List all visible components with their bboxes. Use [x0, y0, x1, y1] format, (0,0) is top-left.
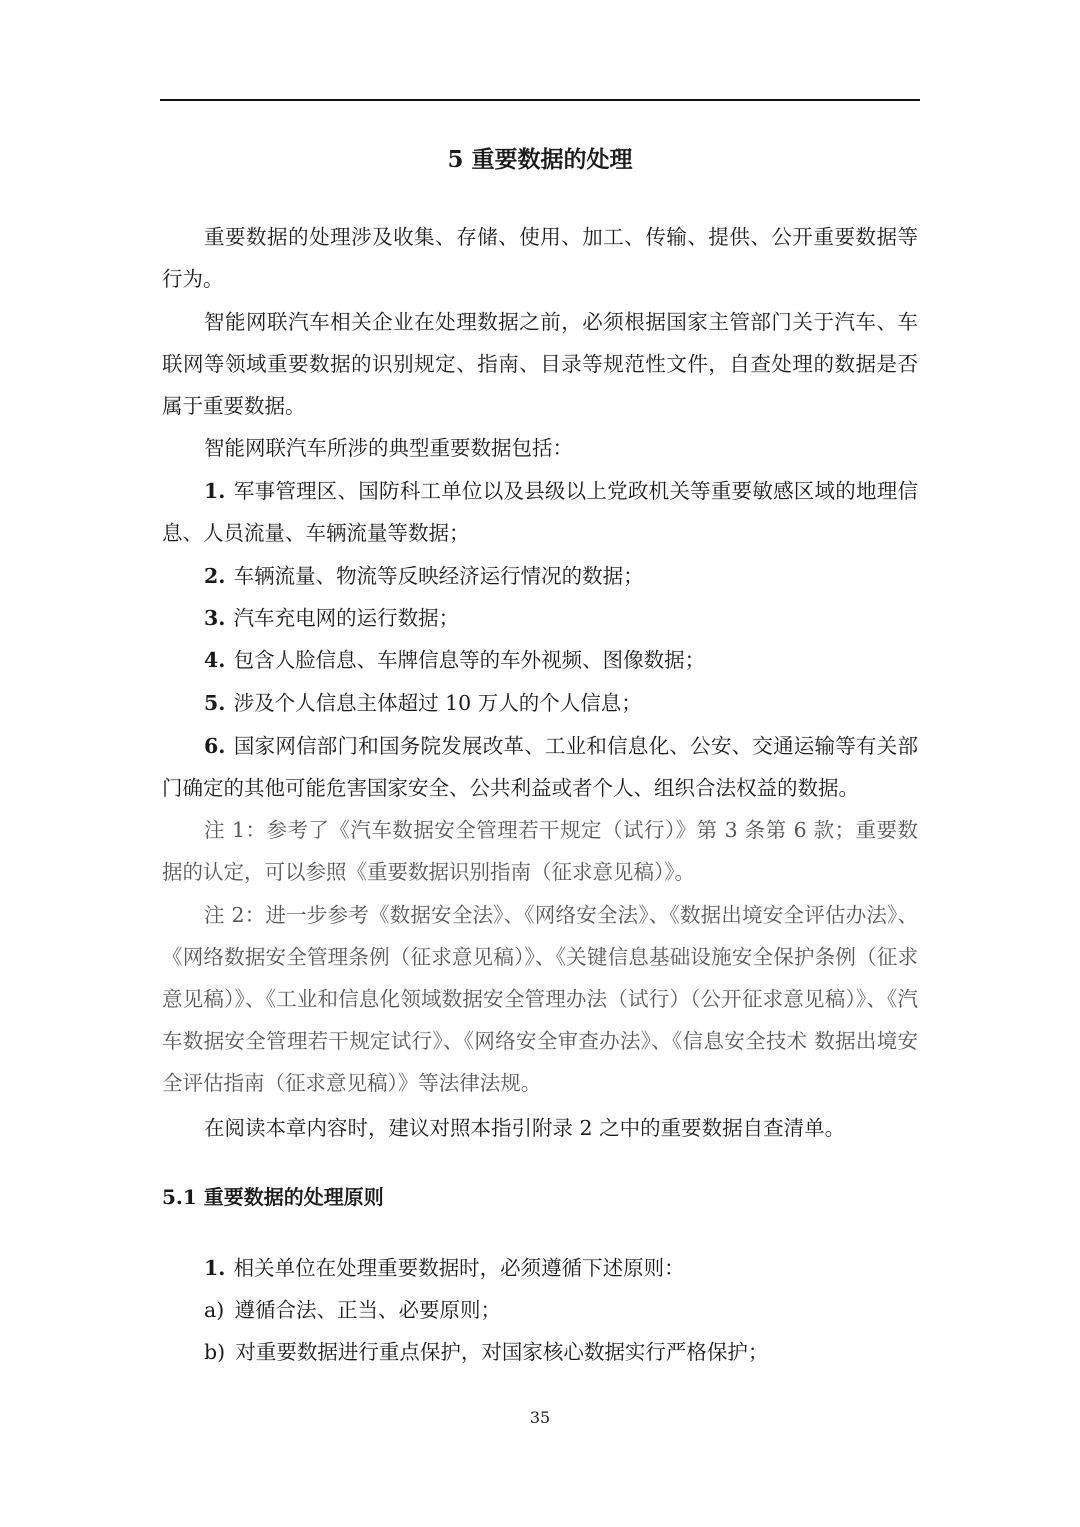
page-number: 35	[529, 1408, 551, 1427]
paragraph: 在阅读本章内容时，建议对照本指引附录 2 之中的重要数据自查清单。	[204, 1116, 846, 1140]
header-rule	[160, 99, 920, 101]
list-item	[162, 555, 918, 597]
item-letter: a)	[204, 1298, 225, 1322]
item-number: 5.	[204, 691, 226, 715]
item-letter: b)	[204, 1340, 226, 1364]
item-number: 1.	[204, 479, 226, 503]
section-title: 5 重要数据的处理	[447, 146, 633, 173]
item-number: 1.	[204, 1256, 226, 1280]
note-2: 注 2：进一步参考《数据安全法》、《网络安全法》、《数据出境安全评估办法》、《网络数据安全管理条例（征求意见稿）》、《关键信息基础设施安全保护条例（征求意见稿）》、《工业和信息化领域数据安全管理办法（试行）（公开征求意见稿）》、《汽车数据安全管理若干规定试行》、《网络安全审查办法》、《信息安全技术 数据出境安全评估指南（征求意见稿）》等法律法规。	[162, 903, 918, 1095]
item-text: 遵循合法、正当、必要原则；	[234, 1298, 501, 1322]
sub-item	[162, 1289, 918, 1331]
item-number: 2.	[204, 564, 226, 588]
item-number: 6.	[204, 734, 226, 758]
note-1: 注 1：参考了《汽车数据安全管理若干规定（试行）》第 3 条第 6 款；重要数据的认定，可以参照《重要数据识别指南（征求意见稿）》。	[162, 818, 918, 884]
item-text: 国家网信部门和国务院发展改革、工业和信息化、公安、交通运输等有关部门确定的其他可能危害国家安全、公共利益或者个人、组织合法权益的数据。	[162, 734, 918, 800]
principle-item	[162, 1247, 918, 1289]
sub-item	[162, 1331, 918, 1373]
list-item	[162, 682, 918, 724]
item-text: 对重要数据进行重点保护，对国家核心数据实行严格保护；	[235, 1340, 769, 1364]
item-text: 汽车充电网的运行数据；	[233, 606, 460, 630]
item-text: 相关单位在处理重要数据时，必须遵循下述原则：	[233, 1256, 685, 1280]
item-text: 涉及个人信息主体超过 10 万人的个人信息；	[233, 691, 642, 715]
item-number: 4.	[204, 648, 226, 672]
paragraph: 智能网联汽车所涉的典型重要数据包括：	[204, 436, 574, 460]
list-item	[162, 597, 918, 639]
item-text: 车辆流量、物流等反映经济运行情况的数据；	[233, 564, 644, 588]
list-item	[162, 470, 918, 554]
list-item	[162, 725, 918, 809]
subsection-title: 5.1 重要数据的处理原则	[162, 1185, 384, 1209]
item-number: 3.	[204, 606, 226, 630]
list-item	[162, 639, 918, 681]
paragraph: 智能网联汽车相关企业在处理数据之前，必须根据国家主管部门关于汽车、车联网等领域重要数据的识别规定、指南、目录等规范性文件，自查处理的数据是否属于重要数据。	[162, 310, 918, 418]
item-text: 军事管理区、国防科工单位以及县级以上党政机关等重要敏感区域的地理信息、人员流量、车辆流量等数据；	[162, 479, 918, 545]
item-text: 包含人脸信息、车牌信息等的车外视频、图像数据；	[233, 648, 706, 672]
paragraph: 重要数据的处理涉及收集、存储、使用、加工、传输、提供、公开重要数据等行为。	[162, 225, 918, 291]
